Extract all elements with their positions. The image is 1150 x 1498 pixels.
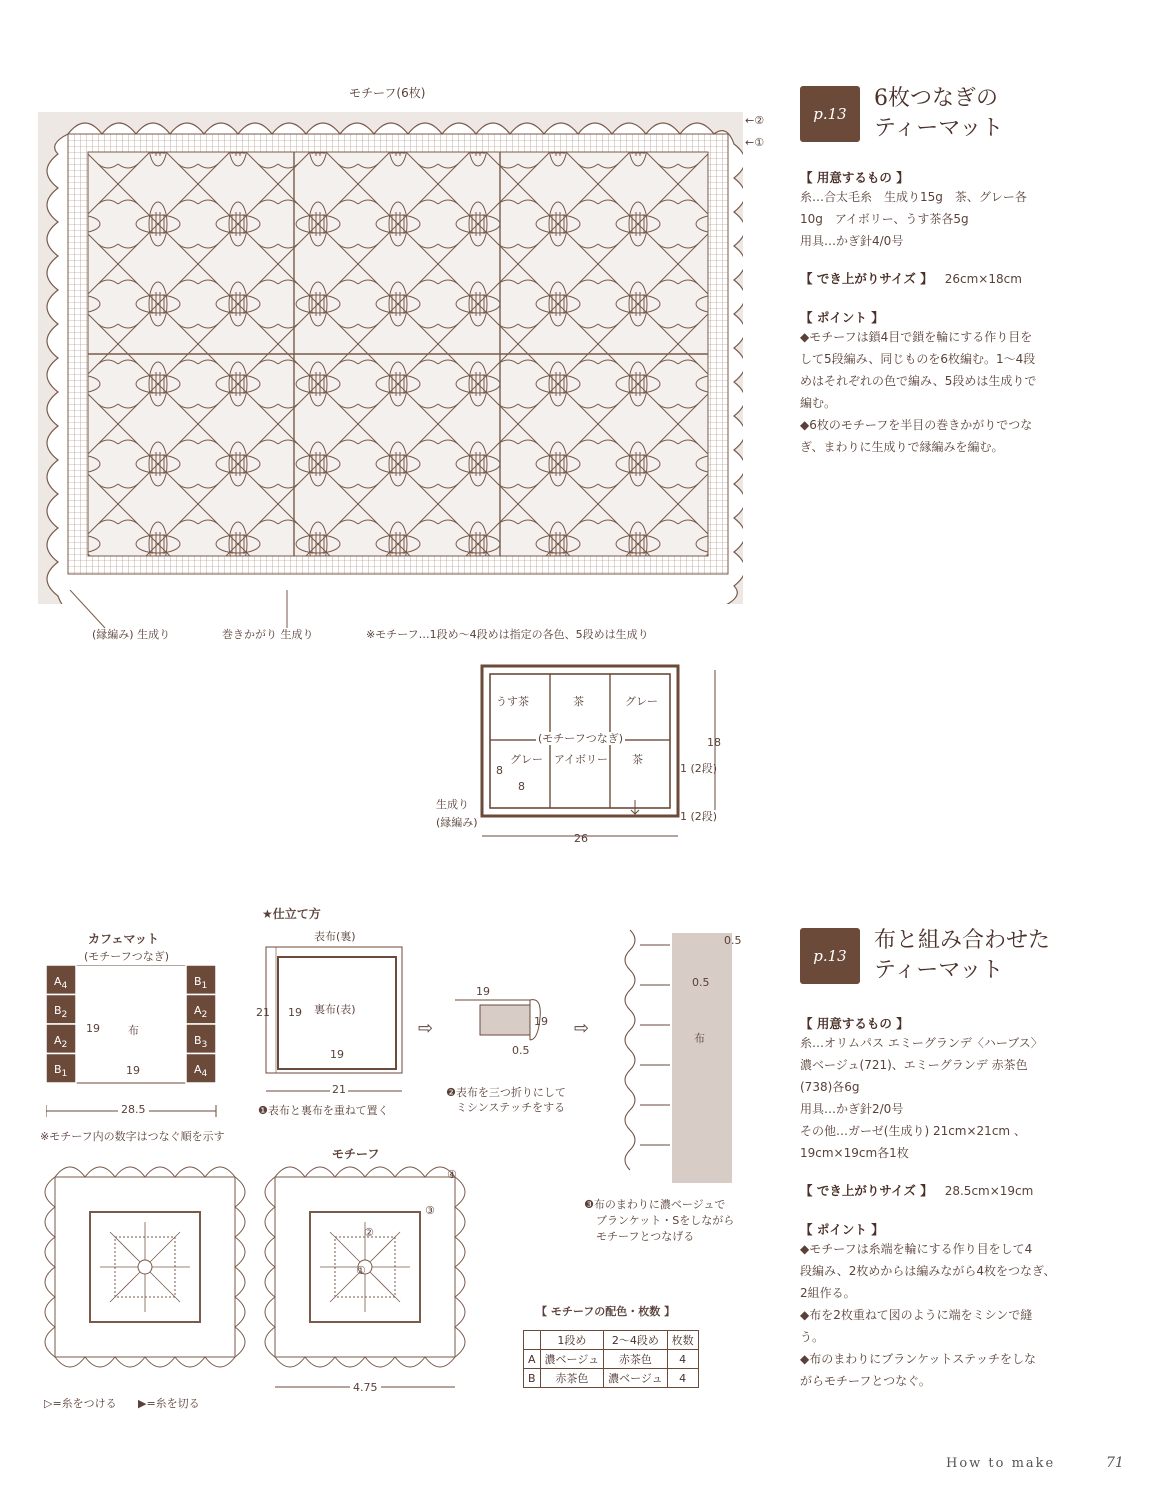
points-line: めはそれぞれの色で編み、5段めは生成りで: [800, 374, 1037, 388]
label-letter: A: [54, 975, 62, 988]
finishing-inner-label: 裏布(表): [314, 1003, 356, 1016]
cell-cha-2: 茶: [632, 753, 643, 766]
section1-title-line2: ティーマット: [874, 115, 1004, 141]
table-cell: 赤茶色: [604, 1350, 668, 1369]
finishing-step2-line2: ミシンステッチをする: [456, 1101, 566, 1114]
points-line: ◆布を2枚重ねて図のように端をミシンで縫: [800, 1308, 1033, 1322]
edge-dim-05-mid: 0.5: [692, 976, 710, 989]
row-marker-2: ←②: [745, 114, 765, 127]
fold-dim-05: 0.5: [512, 1044, 530, 1057]
section2-title-line2: ティーマット: [874, 957, 1004, 983]
footer-label: How to make: [946, 1456, 1056, 1471]
points-line: ◆6枚のモチーフを半目の巻きかがりでつな: [800, 418, 1033, 432]
cell-usucha: うす茶: [496, 695, 529, 708]
cafe-dim-285: 28.5: [118, 1103, 149, 1116]
points-line: 2組作る。: [800, 1286, 856, 1300]
table-header-row: [524, 1331, 699, 1350]
color-table: [523, 1330, 699, 1388]
arrow-right-icon: ⇨: [418, 1018, 434, 1039]
cafe-dim-19-side: 19: [86, 1022, 100, 1035]
cell-gray-2: グレー: [510, 753, 543, 766]
materials-line: 10g アイボリー、うす茶各5g: [800, 212, 969, 226]
cafe-mat-subtitle: (モチーフつなぎ): [84, 950, 170, 963]
rows-2b: 1 (2段): [680, 810, 718, 823]
cell-cha: 茶: [573, 695, 584, 708]
section2-title: [874, 926, 1050, 985]
row-4-label: ④: [447, 1168, 457, 1181]
table-cell: B: [524, 1369, 541, 1388]
motif-join-label: (モチーフつなぎ): [538, 732, 624, 745]
finishing-diagram-1: [262, 943, 412, 1098]
materials-line: 用具…かぎ針4/0号: [800, 234, 904, 248]
color-table-title: 【 モチーフの配色・枚数 】: [536, 1305, 676, 1318]
row-1-label: ①: [356, 1264, 366, 1277]
motif-title: モチーフ: [332, 1147, 380, 1161]
points-line: ◆モチーフは鎖4目で鎖を輪にする作り目を: [800, 330, 1033, 344]
finishing-outer-label: 表布(裏): [314, 930, 356, 943]
cafe-right-4: [194, 1063, 207, 1079]
crochet-chart-6-motifs: [38, 104, 743, 604]
points-line: がらモチーフとつなぐ。: [800, 1374, 931, 1388]
points-line: ◆布のまわりにブランケットステッチをしな: [800, 1352, 1037, 1366]
size-heading: 【 でき上がりサイズ 】: [800, 1183, 933, 1198]
finishing-diagram-3: [610, 925, 740, 1190]
cafe-cloth: 布: [128, 1024, 139, 1037]
materials-line: その他…ガーゼ(生成り) 21cm×21cm 、: [800, 1124, 1026, 1138]
size-value: 28.5cm×19cm: [944, 1184, 1034, 1198]
table-row: [524, 1350, 699, 1369]
finishing-dim-19-bottom: 19: [330, 1048, 344, 1061]
rows-2a: 1 (2段): [680, 762, 718, 775]
label-sub: 2: [201, 1009, 208, 1021]
label-letter: A: [54, 1034, 62, 1047]
points-line: 段編み、2枚めからは編みながら4枚をつなぎ、: [800, 1264, 1056, 1278]
finishing-step1: ❶表布と裏布を重ねて置く: [258, 1104, 389, 1117]
materials-line: 糸…合太毛糸 生成り15g 茶、グレー各: [800, 190, 1027, 204]
table-cell: 濃ベージュ: [604, 1369, 668, 1388]
finishing-dim-21-bottom: 21: [332, 1083, 346, 1096]
cafe-mat-title: カフェマット: [88, 932, 159, 946]
finishing-title: ★仕立て方: [262, 907, 321, 921]
section1-body: [800, 168, 1100, 458]
finishing-step3-line3: モチーフとつなげる: [596, 1230, 695, 1243]
page-ref-badge-2: p.13: [800, 928, 860, 984]
points-heading: 【 ポイント 】: [800, 1222, 884, 1237]
dim-26: 26: [574, 832, 588, 845]
points-line: して5段編み、同じものを6枚編む。1〜4段: [800, 352, 1036, 366]
cell-gray: グレー: [625, 695, 658, 708]
table-cell: A: [524, 1350, 541, 1369]
label-sub: 4: [61, 980, 68, 992]
cafe-right-1: [194, 975, 207, 991]
label-sub: 3: [201, 1039, 208, 1051]
label-letter: A: [194, 1063, 202, 1076]
page-ref-badge-1: p.13: [800, 86, 860, 142]
join-label: 巻きかがり 生成り: [222, 628, 314, 641]
table-header: 2〜4段め: [604, 1331, 668, 1350]
top-chart-title: モチーフ(6枚): [349, 86, 426, 100]
table-cell: 4: [667, 1369, 698, 1388]
table-header: [524, 1331, 541, 1350]
fold-dim-19-side: 19: [534, 1015, 548, 1028]
cafe-dim-19-bottom: 19: [126, 1064, 140, 1077]
edge-label-1: 生成り: [436, 798, 469, 811]
section2-body: [800, 1014, 1100, 1392]
size-value: 26cm×18cm: [944, 272, 1022, 286]
label-letter: B: [194, 975, 202, 988]
points-line: ぎ、まわりに生成りで縁編みを編む。: [800, 440, 1004, 454]
table-cell: 赤茶色: [540, 1369, 604, 1388]
cafe-left-2: [54, 1004, 67, 1020]
materials-line: 濃ベージュ(721)、エミーグランデ 赤茶色: [800, 1058, 1028, 1072]
label-letter: B: [54, 1004, 62, 1017]
cafe-left-4: [54, 1063, 67, 1079]
finishing-dim-19-side: 19: [288, 1006, 302, 1019]
finishing-step3-line1: ❸布のまわりに濃ベージュで: [584, 1198, 726, 1211]
label-sub: 4: [201, 1068, 208, 1080]
cafe-left-1: [54, 975, 67, 991]
finishing-dim-21-side: 21: [256, 1006, 270, 1019]
edge-label-2: (縁編み): [436, 816, 478, 829]
table-cell: 4: [667, 1350, 698, 1369]
section2-title-line1: 布と組み合わせた: [874, 928, 1051, 953]
materials-line: 19cm×19cm各1枚: [800, 1146, 909, 1160]
materials-line: 糸…オリムパス エミーグランデ〈ハーブス〉: [800, 1036, 1043, 1050]
cafe-note: ※モチーフ内の数字はつなぐ順を示す: [40, 1130, 225, 1143]
edge-label: (縁編み) 生成り: [92, 628, 171, 641]
fold-dim-19-top: 19: [476, 985, 490, 998]
row-3-label: ③: [425, 1204, 435, 1217]
label-sub: 2: [61, 1039, 68, 1051]
size-heading: 【 でき上がりサイズ 】: [800, 271, 933, 286]
finishing-step3-line2: ブランケット・Sをしながら: [596, 1214, 735, 1227]
leader-lines: [60, 590, 300, 630]
materials-line: (738)各6g: [800, 1080, 860, 1094]
dim-8-side: 8: [496, 764, 503, 777]
cafe-right-3: [194, 1034, 207, 1050]
table-cell: 濃ベージュ: [540, 1350, 604, 1369]
label-sub: 1: [201, 980, 208, 992]
finishing-step2-line1: ❷表布を三つ折りにして: [446, 1086, 566, 1099]
motif-charts: [40, 1162, 475, 1392]
label-sub: 1: [61, 1068, 68, 1080]
edge-dim-05-top: 0.5: [724, 934, 742, 947]
row-marker-1: ←①: [745, 136, 765, 149]
points-line: ◆モチーフは糸端を輪にする作り目をして4: [800, 1242, 1033, 1256]
points-line: う。: [800, 1330, 825, 1344]
legend-cut: ▶=糸を切る: [138, 1397, 200, 1410]
section1-title-line1: 6枚つなぎの: [874, 86, 998, 111]
arrow-right-icon: ⇨: [574, 1018, 590, 1039]
label-sub: 2: [61, 1009, 68, 1021]
materials-heading: 【 用意するもの 】: [800, 170, 909, 185]
page-number: 71: [1106, 1455, 1124, 1471]
cafe-left-3: [54, 1034, 67, 1050]
cell-ivory: アイボリー: [554, 753, 609, 766]
table-header: 枚数: [667, 1331, 698, 1350]
points-line: 編む。: [800, 396, 837, 410]
label-letter: A: [194, 1004, 202, 1017]
legend-attach: ▷=糸をつける: [44, 1397, 117, 1410]
section1-title: [874, 84, 1003, 143]
points-heading: 【 ポイント 】: [800, 310, 884, 325]
table-header: 1段め: [540, 1331, 604, 1350]
label-letter: B: [54, 1063, 62, 1076]
dim-8-bottom: 8: [518, 780, 525, 793]
cafe-right-2: [194, 1004, 207, 1020]
row-2-label: ②: [364, 1226, 374, 1239]
materials-heading: 【 用意するもの 】: [800, 1016, 909, 1031]
motif-note: ※モチーフ…1段め〜4段めは指定の各色、5段めは生成り: [366, 628, 649, 641]
dim-18: 18: [707, 736, 721, 749]
label-letter: B: [194, 1034, 202, 1047]
table-row: [524, 1369, 699, 1388]
motif-dim-475: 4.75: [350, 1381, 381, 1394]
materials-line: 用具…かぎ針2/0号: [800, 1102, 904, 1116]
edge-cloth: 布: [694, 1032, 705, 1045]
